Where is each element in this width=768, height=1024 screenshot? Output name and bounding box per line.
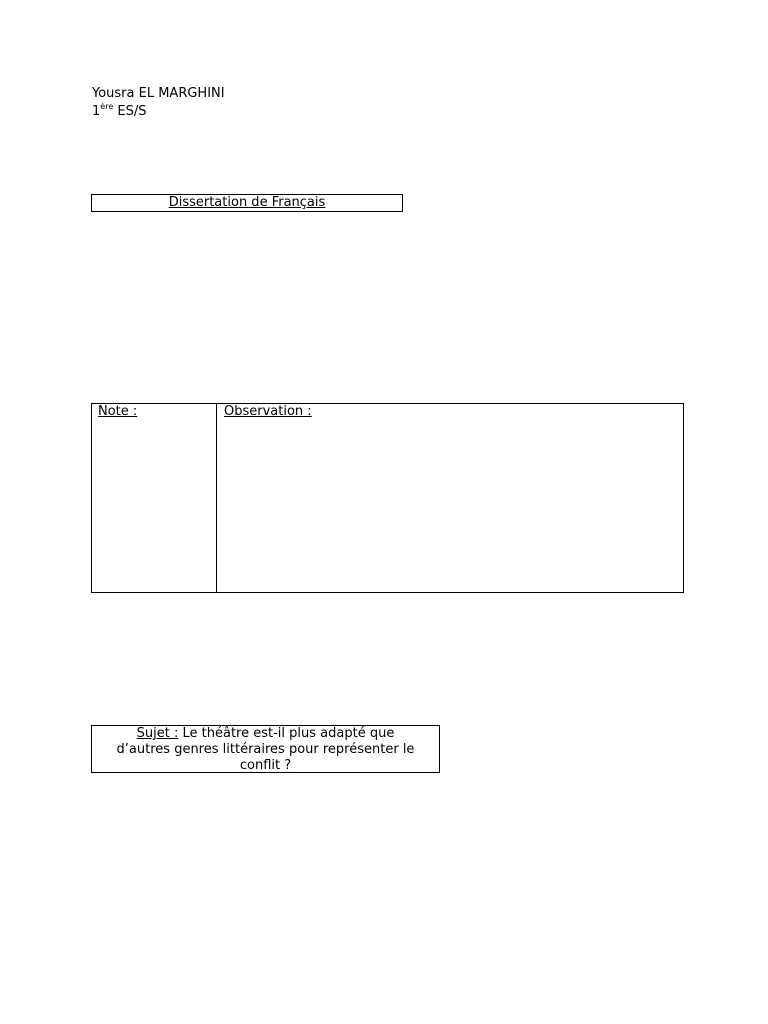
observation-cell xyxy=(217,404,683,592)
grade-table xyxy=(91,403,684,593)
subject-line-3: conflit ? xyxy=(239,758,292,773)
subject-box xyxy=(91,725,440,773)
class-suffix: ES/S xyxy=(113,104,147,119)
subject-text-1: Le théâtre est-il plus adapté que xyxy=(178,726,395,741)
class-prefix: 1 xyxy=(92,104,101,119)
subject-line-1 xyxy=(92,726,439,742)
document-title: Dissertation de Français xyxy=(168,195,326,210)
subject-line-2: d’autres genres littéraires pour représenter le xyxy=(116,742,415,757)
observation-label: Observation : xyxy=(224,404,312,419)
note-label: Note : xyxy=(98,404,138,419)
author-name: Yousra EL MARGHINI xyxy=(92,86,225,101)
class-superscript: ère xyxy=(100,102,114,111)
document-title-box xyxy=(91,194,403,212)
author-block xyxy=(92,85,225,121)
author-class xyxy=(92,103,225,121)
note-cell xyxy=(92,404,217,592)
subject-label: Sujet : xyxy=(136,726,179,741)
